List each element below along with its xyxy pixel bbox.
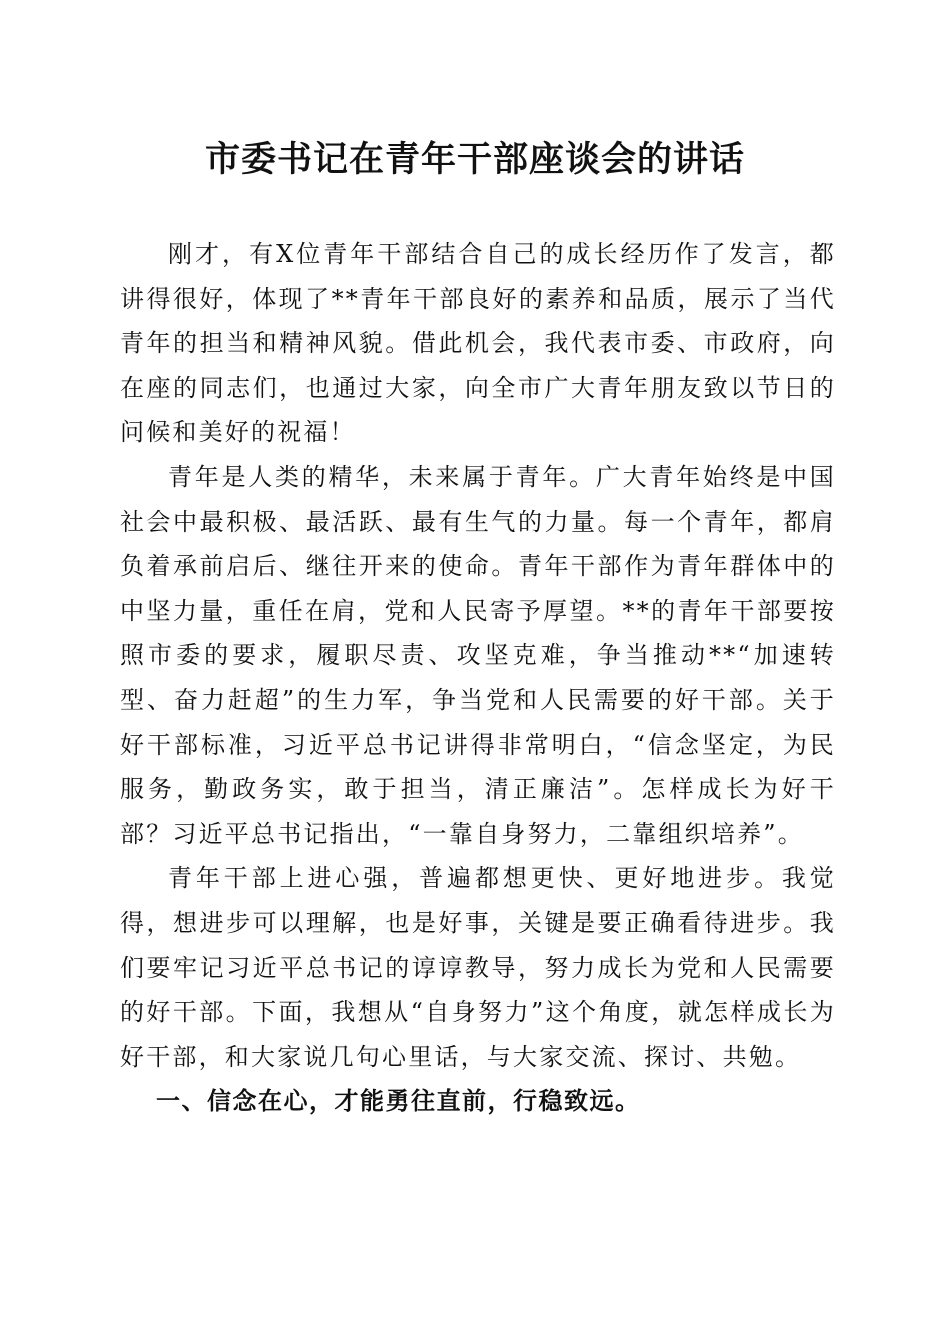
- paragraph-opening: 刚才，有X位青年干部结合自己的成长经历作了发言，都讲得很好，体现了**青年干部良好的素养和品质，展示了当代青年的担当和精神风貌。借此机会，我代表市委、市政府，向在座的同志们，也通过大家，向全市广大青年朋友致以节日的问候和美好的祝福！: [120, 240, 836, 447]
- document-title: 市委书记在青年干部座谈会的讲话: [204, 139, 745, 180]
- section-heading: 一、信念在心，才能勇往直前，行稳致远。: [156, 1087, 641, 1116]
- paragraph-youth: 青年是人类的精华，未来属于青年。广大青年始终是中国社会中最积极、最活跃、最有生气的力量。每一个青年，都肩负着承前启后、继往开来的使命。青年干部作为青年群体中的中坚力量，重任在肩，党和人民寄予厚望。**的青年干部要按照市委的要求，履职尽责、攻坚克难，争当推动**“加速转型、奋力赶超”的生力军，争当党和人民需要的好干部。关于好干部标准，习近平总书记讲得非常明白，“信念坚定，为民服务，勤政务实，敢于担当，清正廉洁”。怎样成长为好干部？习近平总书记指出，“一靠自身努力，二靠组织培养”。: [120, 462, 836, 848]
- document-body: [120, 232, 836, 1124]
- paragraph-progress: 青年干部上进心强，普遍都想更快、更好地进步。我觉得，想进步可以理解，也是好事，关键是要正确看待进步。我们要牢记习近平总书记的谆谆教导，努力成长为党和人民需要的好干部。下面，我想从“自身努力”这个角度，就怎样成长为好干部，和大家说几句心里话，与大家交流、探讨、共勉。: [120, 864, 836, 1071]
